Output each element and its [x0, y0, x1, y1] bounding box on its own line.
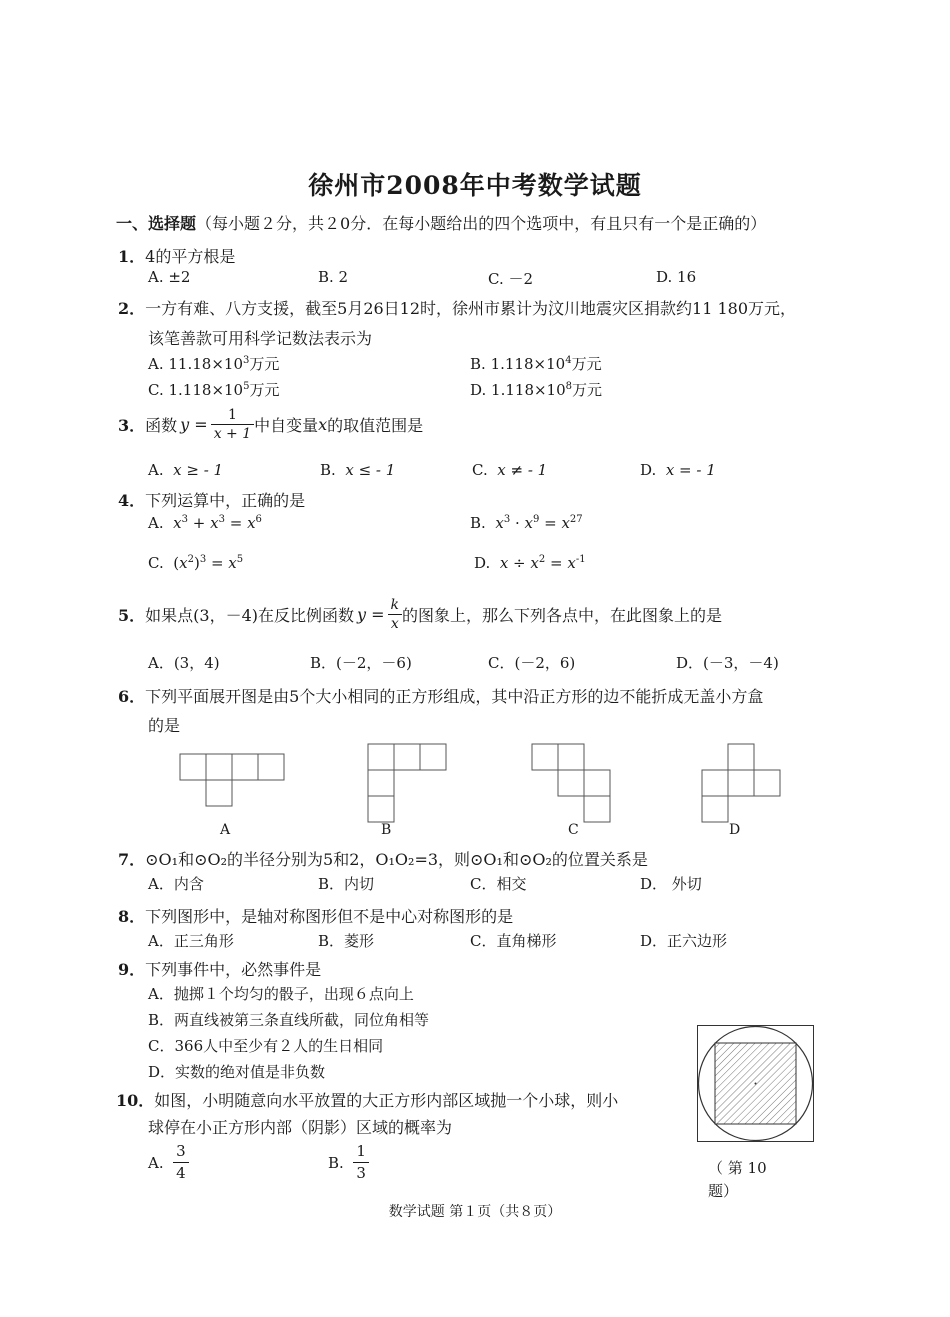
option-d: D. $x \div x^2 = x^{-1}$ — [474, 554, 586, 572]
net-figure-d — [702, 744, 780, 822]
question-stem: 下列事件中，必然事件是 — [145, 960, 322, 979]
option-b: B．(－2，－6) — [310, 654, 412, 672]
question-number: 1． — [118, 247, 146, 266]
option-a: A．(3，4) — [148, 654, 220, 672]
option-d: D． 外切 — [640, 875, 702, 893]
net-label-c: C — [568, 822, 579, 838]
option-c: C. －2 — [488, 270, 534, 288]
page-title: 徐州市2008年中考数学试题 — [308, 171, 642, 200]
net-label-b: B — [381, 822, 392, 838]
option-a: A. $\frac{3}{4}$ — [148, 1142, 189, 1183]
question-number: 6． — [118, 687, 146, 706]
option-b: B. x ≤ - 1 — [320, 461, 396, 479]
figure-caption-line2: 题） — [708, 1182, 739, 1200]
figure-caption-line1: （ 第 10 — [708, 1159, 767, 1177]
option-a: A．内含 — [148, 875, 204, 893]
function-lhs: y = — [357, 605, 385, 624]
option-d: D．实数的绝对值是非负数 — [148, 1063, 326, 1081]
net-figure-a — [180, 754, 284, 806]
option-b: B. $1.118\times 10^4$万元 — [470, 355, 602, 373]
fraction: $\frac{1}{3}$ — [353, 1142, 369, 1183]
option-b: B. 2 — [318, 268, 349, 286]
section-note: （每小题２分，共２0分．在每小题给出的四个选项中，有且只有一个是正确的） — [196, 214, 767, 233]
option-b: B．两直线被第三条直线所截，同位角相等 — [148, 1011, 430, 1029]
option-c: C．相交 — [470, 875, 527, 893]
option-d: D. 16 — [656, 268, 697, 286]
question-number: 4． — [118, 491, 146, 510]
option-a: A. x ≥ - 1 — [148, 461, 224, 479]
question-stem: 下列平面展开图是由5个大小相同的正方形组成，其中沿正方形的边不能折成无盖小方盒 — [145, 687, 764, 706]
net-label-d: D — [729, 822, 741, 838]
question-stem: 下列运算中，正确的是 — [145, 491, 306, 510]
question-10 — [116, 1088, 618, 1111]
question-number: 9． — [118, 960, 146, 979]
function-fraction: $\frac{k}{x}$ — [388, 597, 402, 632]
net-label-a: A — [220, 822, 231, 838]
probability-figure — [696, 1024, 816, 1144]
net-figure-c — [532, 744, 610, 822]
option-c: C．直角梯形 — [470, 932, 557, 950]
option-c: C. $(x^2)^3 = x^5$ — [148, 554, 244, 572]
option-c: C. x ≠ - 1 — [472, 461, 548, 479]
question-stem: 一方有难、八方支援，截至5月26日12时，徐州市累计为汶川地震灾区捐款约11 180万元， — [145, 299, 797, 318]
option-a: A．正三角形 — [148, 932, 234, 950]
option-c: C．(－2，6) — [488, 654, 576, 672]
page-footer: 数学试题 第１页（共８页） — [388, 1204, 562, 1220]
question-stem-cont: 的是 — [148, 716, 181, 735]
fraction: $\frac{3}{4}$ — [173, 1142, 189, 1183]
option-a: A．抛掷１个均匀的骰子，出现６点向上 — [148, 985, 414, 1003]
option-d: D. $1.118\times 10^8$万元 — [470, 381, 603, 399]
option-d: D. x = - 1 — [640, 461, 716, 479]
question-number: 7． — [118, 850, 146, 869]
center-point — [755, 1083, 757, 1085]
question-3: 3． 函数 y = $\frac{1}{x + 1}$ 中自变量 x 的取值范围是 — [118, 407, 424, 442]
question-number: 8． — [118, 907, 146, 926]
option-c: C．366人中至少有２人的生日相同 — [148, 1037, 384, 1055]
section-title: 一、选择题 — [116, 214, 197, 233]
option-d: D．正六边形 — [640, 932, 728, 950]
question-number: 5． — [118, 606, 146, 625]
option-c: C. $1.118\times 10^5$万元 — [148, 381, 280, 399]
question-stem: 4的平方根是 — [145, 247, 236, 266]
question-5: 5． 如果点(3，－4)在反比例函数 y = $\frac{k}{x}$ 的图象上，那么下列各点中，在此图象上的是 — [118, 597, 723, 632]
question-number: 3． — [118, 416, 146, 435]
option-a: A. $11.18\times 10^3$万元 — [148, 355, 280, 373]
function-lhs: y = — [180, 415, 208, 434]
option-a: A. ±2 — [148, 268, 191, 286]
option-b: B．内切 — [318, 875, 375, 893]
question-stem-cont: 球停在小正方形内部（阴影）区域的概率为 — [148, 1118, 453, 1137]
option-d: D．(－3，－4) — [676, 654, 779, 672]
question-8 — [118, 904, 513, 927]
option-b: B. $x^3 \cdot x^9 = x^{27}$ — [470, 514, 583, 532]
question-9 — [118, 957, 321, 980]
question-number: 2． — [118, 299, 146, 318]
option-a: A. $x^3 + x^3 = x^6$ — [148, 514, 262, 532]
option-b: B. $\frac{1}{3}$ — [328, 1142, 369, 1183]
question-stem: ⊙O₁和⊙O₂的半径分别为5和2，O₁O₂=3，则⊙O₁和⊙O₂的位置关系是 — [145, 850, 648, 869]
question-number: 10． — [116, 1091, 155, 1110]
net-figure-b — [368, 744, 446, 822]
question-stem: 如图，小明随意向水平放置的大正方形内部区域抛一个小球，则小 — [154, 1091, 619, 1110]
question-stem-cont: 该笔善款可用科学记数法表示为 — [148, 329, 373, 348]
question-7 — [118, 847, 648, 870]
question-stem: 下列图形中，是轴对称图形但不是中心对称图形的是 — [145, 907, 514, 926]
function-fraction: $\frac{1}{x + 1}$ — [211, 407, 254, 442]
option-b: B．菱形 — [318, 932, 375, 950]
